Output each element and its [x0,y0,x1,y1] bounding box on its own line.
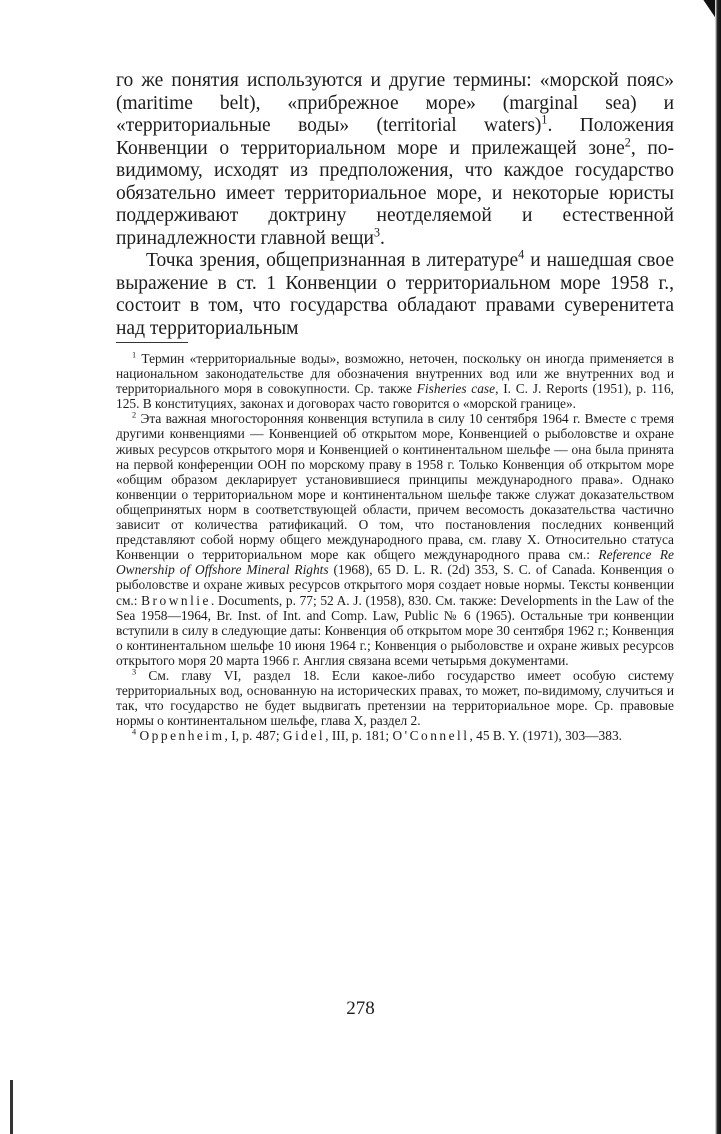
text-run: . [380,227,385,249]
text-run: Эта важная многосторонняя конвенция вступила в силу 10 сентября 1964 г. Вместе с тремя другими конвенциями — Конвенцией об открытом море, Конвенцией о рыболовстве и охране живых ресурсов открытого моря и Конвенцией о континентальном шельфе — она была принята на первой конференции ООН по морскому праву в 1958 г. Только Конвенция об открытом море «общим образом декларирует установившиеся принципы международного права». Однако конвенции о территориальном море и континентальном шельфе также служат доказательством общепринятых норм в соответствующей области, причем весомость доказательства частично зависит от количества ратификаций. О том, что постановления последних конвенций представляют собой норму общего международного права, см. главу X. Относительно статуса Конвенции о территориальном море как общего международного права см.: [116,411,674,563]
footnote [116,668,674,728]
body-paragraph [116,247,675,340]
footnote-ref: 4 [518,247,525,262]
footnote-separator [116,342,188,343]
italic-text: Reference Re Ownership of Offshore Mineral Rights [116,547,674,578]
text-run: Термин «территориальные воды», возможно, неточен, поскольку он иногда применяется в национальном законодательстве для обозначения внутренних вод или же внутренних вод и территориального моря в совокупности. Ср. также [116,351,674,397]
scan-edge-shadow [715,0,721,1134]
footnotes-block [116,351,674,743]
text-run: (1968), 65 D. L. R. (2d) 353, S. C. of Canada. Конвенция о рыболовстве и охране живых ресурсов открытого моря создает новые нормы. Тексты конвенции см.: [116,562,675,608]
page-number: 278 [346,998,375,1019]
footnote-ref: 1 [132,350,137,360]
footnote-ref: 1 [541,112,548,127]
spaced-author-name: Brownlie [141,592,211,608]
text-run: , по-видимому, исходят из предположения, что каждое государство обязательно имеет территориальное море, и некоторые юристы поддерживают доктрину неотделяемой и естественной принадлежности главной вещи [116,137,674,249]
italic-text: Fisheries case [416,381,496,397]
text-run: , 45 B. Y. (1971), 303—383. [469,728,622,744]
footnote-ref: 2 [624,135,631,149]
footnote-ref: 3 [373,225,380,239]
main-body-text [116,70,674,340]
footnote-ref: 2 [132,410,137,420]
spaced-author-name: O'Connell [392,728,470,744]
spaced-author-name: Oppenheim [139,728,225,744]
text-run: См. главу VI, раздел 18. Если какое-либо государство имеет особую систему территориальных вод, основанную на исторических правах, то может, по-видимому, случиться и так, что государство не будет выдвигать претензии на территориальное море. Ср. правовые нормы о континентальном шельфе, глава X, раздел 2. [116,667,674,729]
footnote-ref: 4 [132,727,137,737]
text-run: , I. C. J. Reports (1951), p. 116, 125. В конституциях, законах и договорах часто говорится о «морской границе». [116,381,675,412]
text-run: го же понятия используются и другие термины: «морской пояс» (maritime belt), «прибрежное море» (marginal sea) и «территориальные воды» (territorial waters) [116,70,674,136]
scan-margin-mark [10,1080,13,1134]
text-run: . Documents, p. 77; 52 A. J. (1958), 830. См. также: Developments in the Law of the Sea 1958—1964, Br. Inst. of Int. and Comp. Law, Public № 6 (1965). Остальные три конвенции вступили в силу в следующие даты: Конвенция об открытом море 30 сентября 1962 г.; Конвенция о континентальном шельфе 10 июня 1964 г.; Конвенция о рыболовстве и охране живых ресурсов открытого моря 20 марта 1966 г. Англия связана всеми четырьмя документами. [116,592,674,668]
footnote-ref: 3 [132,667,137,677]
spaced-author-name: Gidel [282,728,326,744]
text-run: Точка зрения, общепризнанная в литературе [146,250,519,271]
body-paragraph [116,70,674,250]
footnote [116,411,674,668]
footnote [116,728,674,743]
text-run: , III, p. 181; [325,728,393,744]
text-run: и нашедшая свое выражение в ст. 1 Конвенции о территориальном море 1958 г., состоит в том, что государства обладают правами суверенитета над территориальным [116,250,675,339]
text-run: , I, p. 487; [224,728,283,744]
text-run: . Положения Конвенции о территориальном море и прилежащей зоне [116,115,674,159]
footnote [116,351,674,411]
